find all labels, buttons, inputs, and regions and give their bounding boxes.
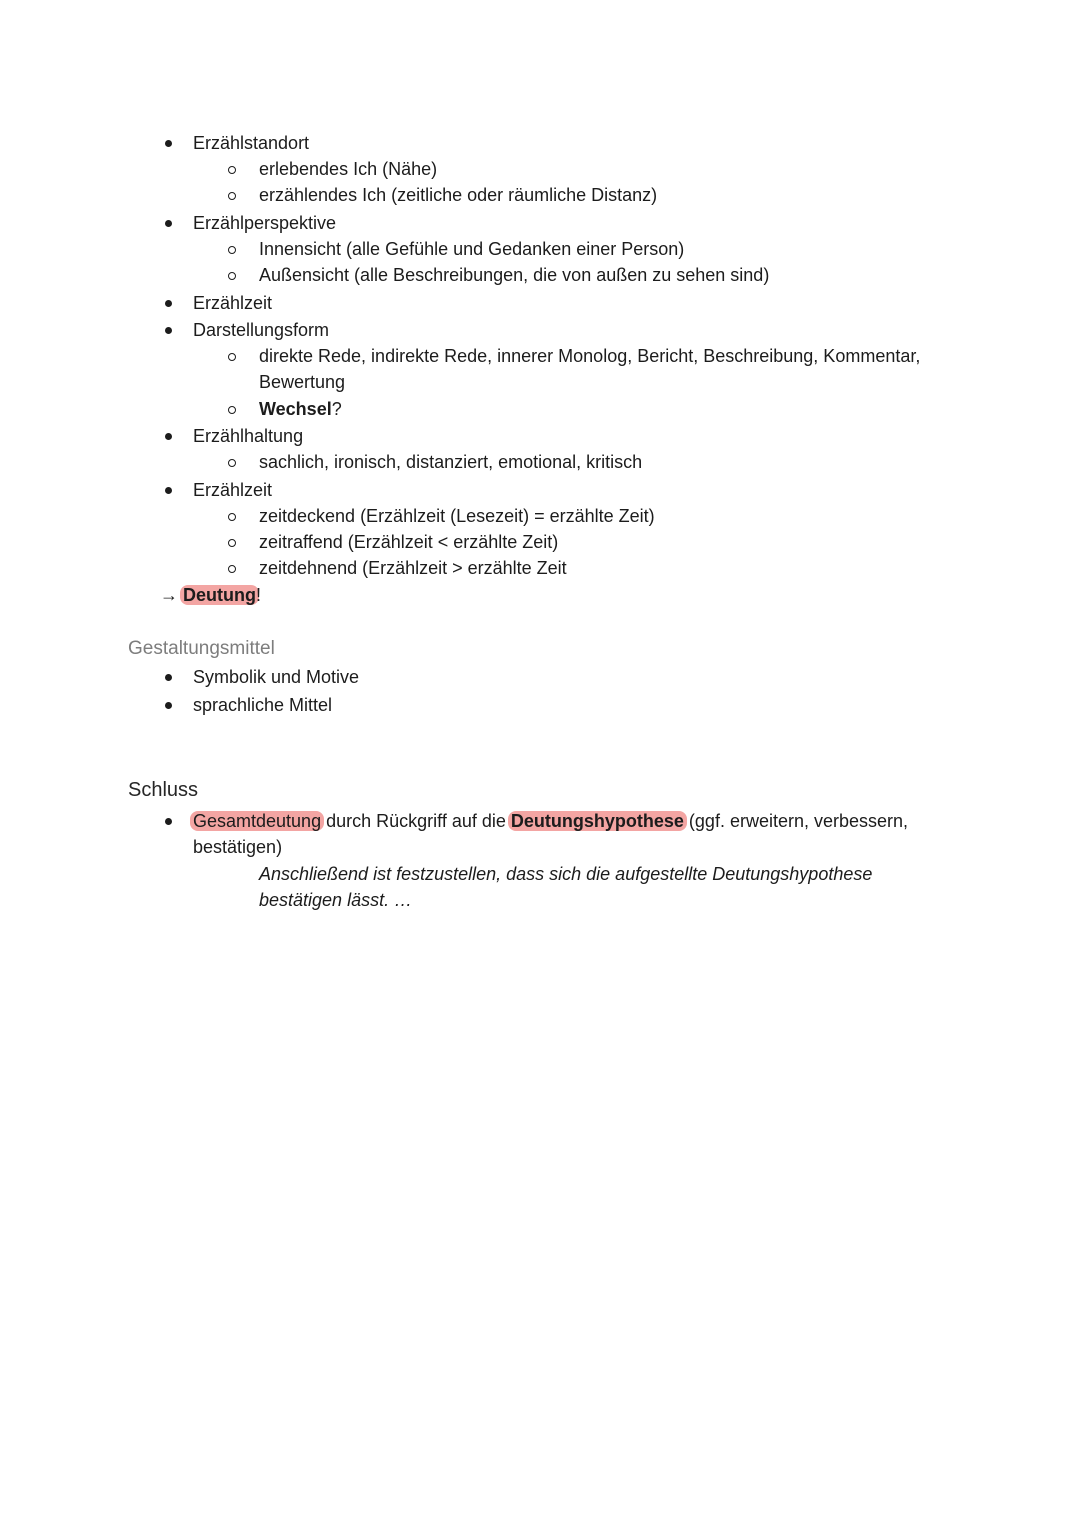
sub-item-continuation: Bewertung [259, 372, 346, 392]
bullet-darstellungsform: Darstellungsform [193, 317, 329, 343]
wechsel-bold: Wechsel [259, 399, 332, 419]
sub-item-wechsel [259, 396, 342, 422]
sub-item: sachlich, ironisch, distanziert, emotional, kritisch [259, 449, 642, 475]
gesamtdeutung-highlight: Gesamtdeutung [190, 811, 324, 831]
bullet-erzaehlhaltung: Erzählhaltung [193, 423, 303, 449]
arrow-right-icon: → [160, 585, 178, 605]
sub-item: zeitdeckend (Erzählzeit (Lesezeit) = erzählte Zeit) [259, 503, 655, 529]
sub-item: erzählendes Ich (zeitliche oder räumliche Distanz) [259, 182, 657, 208]
schluss-mid-text: durch Rückgriff auf die [326, 811, 506, 831]
wechsel-suffix: ? [331, 399, 342, 419]
bullet-erzaehlperspektive: Erzählperspektive [193, 210, 336, 236]
schluss-tail-text: (ggf. erweitern, verbessern, [688, 811, 909, 831]
deutung-suffix: ! [256, 585, 262, 605]
example-sentence-line1: Anschließend ist festzustellen, dass sich die aufgestellte Deutungshypothese [259, 864, 873, 884]
sub-item: zeitdehnend (Erzählzeit > erzählte Zeit [259, 555, 567, 581]
example-sentence-line2: bestätigen lässt. … [259, 890, 413, 910]
sub-item: Innensicht (alle Gefühle und Gedanken einer Person) [259, 236, 684, 262]
deutung-line [160, 582, 261, 608]
bullet-erzaehlstandort: Erzählstandort [193, 130, 309, 156]
sub-item: direkte Rede, indirekte Rede, innerer Monolog, Bericht, Beschreibung, Kommentar, [259, 343, 920, 369]
sub-item: zeitraffend (Erzählzeit < erzählte Zeit) [259, 529, 558, 555]
deutungshypothese-highlight: Deutungshypothese [508, 811, 687, 831]
bullet-erzaehlzeit: Erzählzeit [193, 477, 272, 503]
bullet-symbolik: Symbolik und Motive [193, 664, 359, 690]
schluss-continuation: bestätigen) [193, 837, 283, 857]
deutung-highlight: Deutung [180, 585, 259, 605]
section-heading-gestaltungsmittel: Gestaltungsmittel [128, 638, 275, 659]
section-heading-schluss: Schluss [128, 779, 199, 801]
sub-item: Außensicht (alle Beschreibungen, die von außen zu sehen sind) [259, 262, 769, 288]
bullet-erzaehlzeit-plain: Erzählzeit [193, 290, 272, 316]
bullet-gesamtdeutung [193, 808, 908, 834]
sub-item: erlebendes Ich (Nähe) [259, 156, 437, 182]
bullet-sprachliche-mittel: sprachliche Mittel [193, 692, 332, 718]
